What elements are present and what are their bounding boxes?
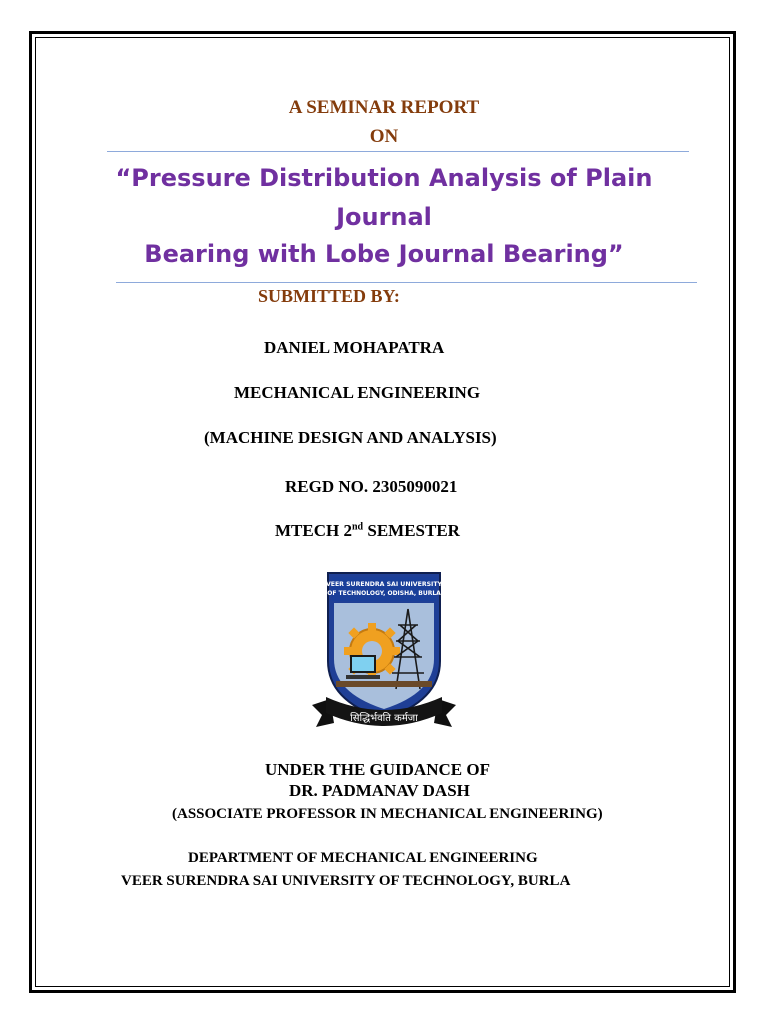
topic-line-2: Journal xyxy=(336,203,432,231)
divider-top xyxy=(107,151,689,152)
topic-line-3: Bearing with Lobe Journal Bearing” xyxy=(144,240,624,268)
divider-bottom xyxy=(116,282,697,283)
logo-text-2: OF TECHNOLOGY, ODISHA, BURLA xyxy=(327,590,441,597)
topic-line-1: “Pressure Distribution Analysis of Plain xyxy=(115,164,653,192)
registration-number: REGD NO. 2305090021 xyxy=(285,477,458,496)
submitted-by-label: SUBMITTED BY: xyxy=(258,286,400,306)
semester-prefix: MTECH 2 xyxy=(275,521,352,540)
guidance-label: UNDER THE GUIDANCE OF xyxy=(265,760,490,779)
report-on: ON xyxy=(369,126,399,147)
guide-name: DR. PADMANAV DASH xyxy=(289,781,470,800)
logo-motto: सिद्धिर्भवति कर्मजा xyxy=(350,713,418,724)
report-type: A SEMINAR REPORT xyxy=(288,97,480,118)
guide-designation: (ASSOCIATE PROFESSOR IN MECHANICAL ENGINEERING) xyxy=(172,806,603,822)
student-department: MECHANICAL ENGINEERING xyxy=(234,383,481,402)
logo-text-1: VEER SURENDRA SAI UNIVERSITY xyxy=(325,581,443,588)
semester-suffix: SEMESTER xyxy=(363,521,460,540)
computer-icon xyxy=(346,655,380,679)
semester xyxy=(275,521,460,541)
student-name: DANIEL MOHAPATRA xyxy=(264,338,445,357)
semester-sup: nd xyxy=(351,521,364,533)
institution-department: DEPARTMENT OF MECHANICAL ENGINEERING xyxy=(188,850,538,866)
university-logo xyxy=(310,563,458,735)
student-specialization: (MACHINE DESIGN AND ANALYSIS) xyxy=(204,428,497,447)
institution-university: VEER SURENDRA SAI UNIVERSITY OF TECHNOLOGY, BURLA xyxy=(121,873,571,889)
logo-ground xyxy=(336,681,432,687)
